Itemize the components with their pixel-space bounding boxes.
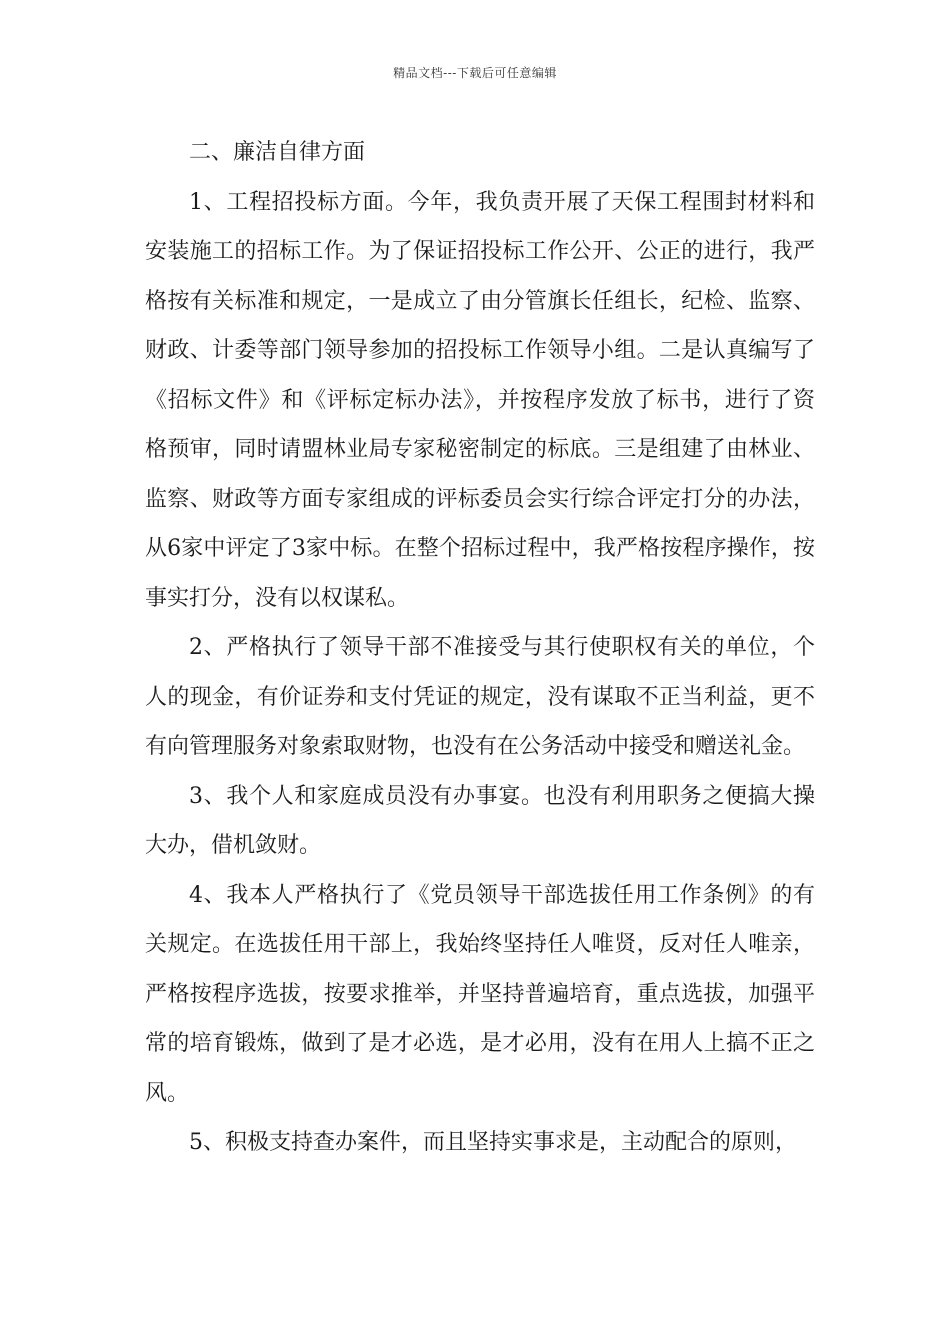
paragraph-4: 4、我本人严格执行了《党员领导干部选拔任用工作条例》的有关规定。在选拔任用干部上，我始终坚持任人唯贤，反对任人唯亲，严格按程序选拔，按要求推举，并坚持普遍培育，重点选拔，加强平常的培育锻炼，做到了是才必选，是才必用，没有在用人上搞不正之风。 — [145, 882, 815, 1106]
page-header: 精品文档---下载后可任意编辑 — [393, 66, 557, 80]
paragraph-3: 3、我个人和家庭成员没有办事宴。也没有利用职务之便搞大操大办，借机敛财。 — [145, 783, 815, 858]
paragraph-1: 1、工程招投标方面。今年，我负责开展了天保工程围封材料和安装施工的招标工作。为了保证招投标工作公开、公正的进行，我严格按有关标准和规定，一是成立了由分管旗长任组长，纪检、监察、财政、计委等部门领导参加的招投标工作领导小组。二是认真编写了《招标文件》和《评标定标办法》，并按程序发放了标书，进行了资格预审，同时请盟林业局专家秘密制定的标底。三是组建了由林业、监察、财政等方面专家组成的评标委员会实行综合评定打分的办法，从6家中评定了3家中标。在整个招标过程中，我严格按程序操作，按事实打分，没有以权谋私。 — [145, 189, 815, 611]
paragraph-2: 2、严格执行了领导干部不准接受与其行使职权有关的单位，个人的现金，有价证券和支付凭证的规定，没有谋取不正当利益，更不有向管理服务对象索取财物，也没有在公务活动中接受和赠送礼金。 — [145, 635, 815, 759]
section-heading: 二、廉洁自律方面 — [189, 140, 366, 165]
paragraph-5: 5、积极支持查办案件，而且坚持实事求是，主动配合的原则， — [189, 1130, 797, 1155]
document-body — [145, 128, 815, 1168]
